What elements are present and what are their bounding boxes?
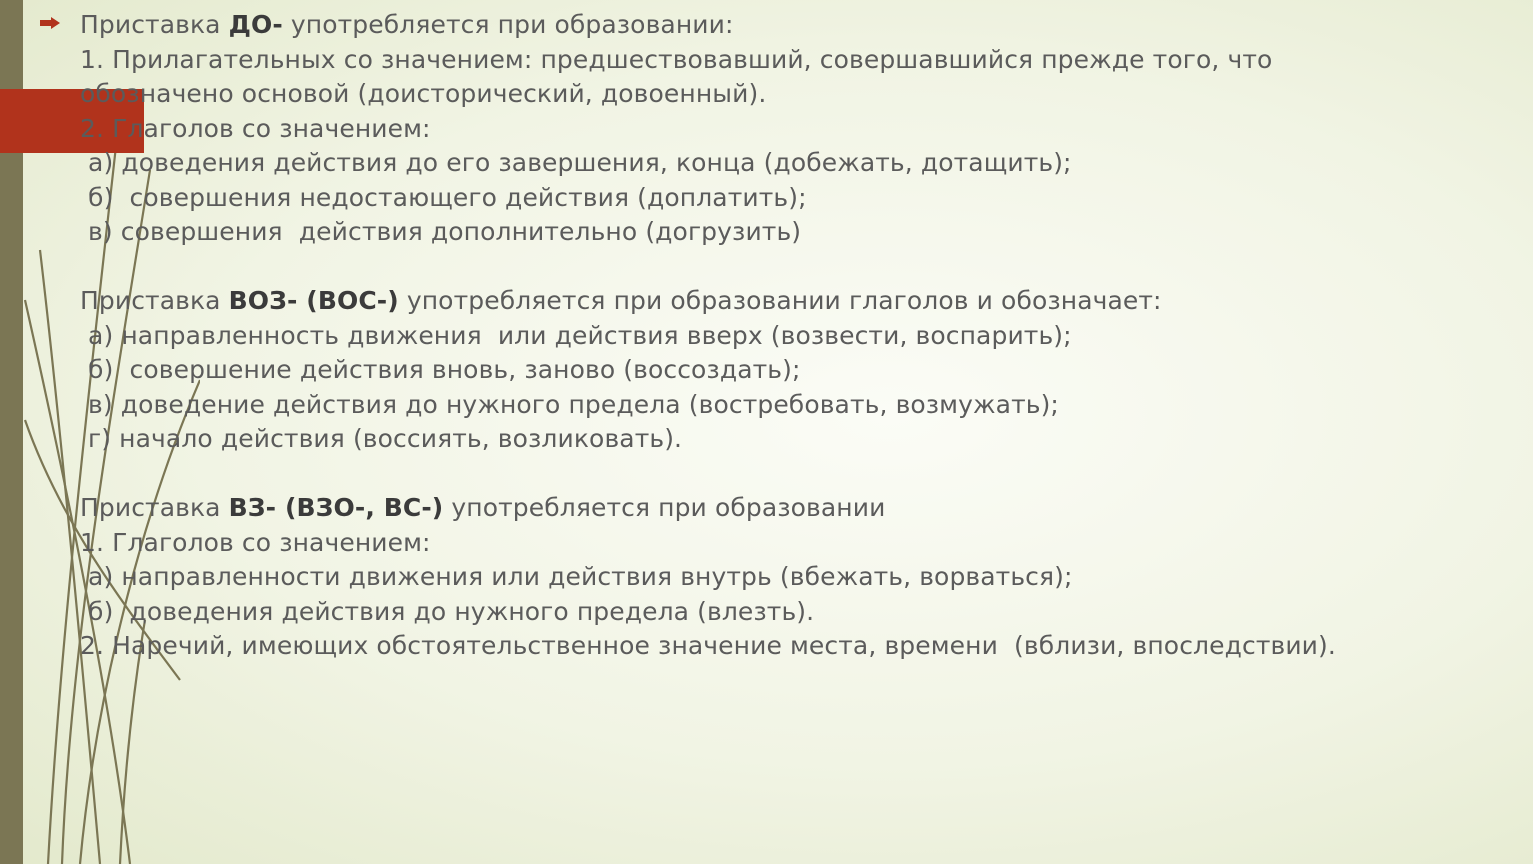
text-line: 1. Прилагательных со значением: предшествовавший, совершавшийся прежде того, что xyxy=(80,44,1273,74)
text-span: употребляется при образовании: xyxy=(282,10,734,39)
text-line: а) направленность движения или действия вверх (возвести, воспарить); xyxy=(80,320,1072,350)
text-line: а) направленности движения или действия внутрь (вбежать, ворваться); xyxy=(80,562,1073,591)
text-span: Приставка xyxy=(80,286,229,315)
section-do xyxy=(80,8,1500,250)
prefix-bold: ВЗ- (ВЗО-, ВС-) xyxy=(228,493,444,522)
text-line: б) совершения недостающего действия (доплатить); xyxy=(80,182,807,212)
text-line: а) доведения действия до его завершения, конца (добежать, дотащить); xyxy=(80,148,1072,177)
text-span: Приставка xyxy=(80,493,229,522)
section-voz xyxy=(80,284,1500,457)
text-line: б) совершение действия вновь, заново (воссоздать); xyxy=(80,355,801,384)
text-line: 2. Глаголов со значением: xyxy=(80,113,431,143)
spacer xyxy=(80,250,1500,285)
section-heading xyxy=(80,491,1500,526)
text-line: 2. Наречий, имеющих обстоятельственное значение места, времени (вблизи, впоследствии). xyxy=(80,631,1336,660)
text-line: в) доведение действия до нужного предела (востребовать, возмужать); xyxy=(80,389,1059,419)
text-line: обозначено основой (доисторический, довоенный). xyxy=(80,79,767,108)
prefix-bold: ВОЗ- (ВОС-) xyxy=(228,286,399,315)
text-line: б) доведения действия до нужного предела (влезть). xyxy=(80,596,815,626)
section-heading xyxy=(80,8,1500,43)
text-line: 1. Глаголов со значением: xyxy=(80,527,431,557)
arrow-right-icon xyxy=(40,17,60,29)
text-span: употребляется при образовании глаголов и обозначает: xyxy=(398,286,1162,315)
text-line: г) начало действия (воссиять, возликовать). xyxy=(80,424,683,453)
section-heading xyxy=(80,284,1500,319)
prefix-bold: ДО- xyxy=(228,10,283,39)
text-line: в) совершения действия дополнительно (догрузить) xyxy=(80,217,802,246)
text-span: Приставка xyxy=(80,10,229,39)
spacer xyxy=(80,457,1500,492)
slide-text xyxy=(80,8,1500,664)
section-vz xyxy=(80,491,1500,664)
text-span: употребляется при образовании xyxy=(443,493,886,522)
